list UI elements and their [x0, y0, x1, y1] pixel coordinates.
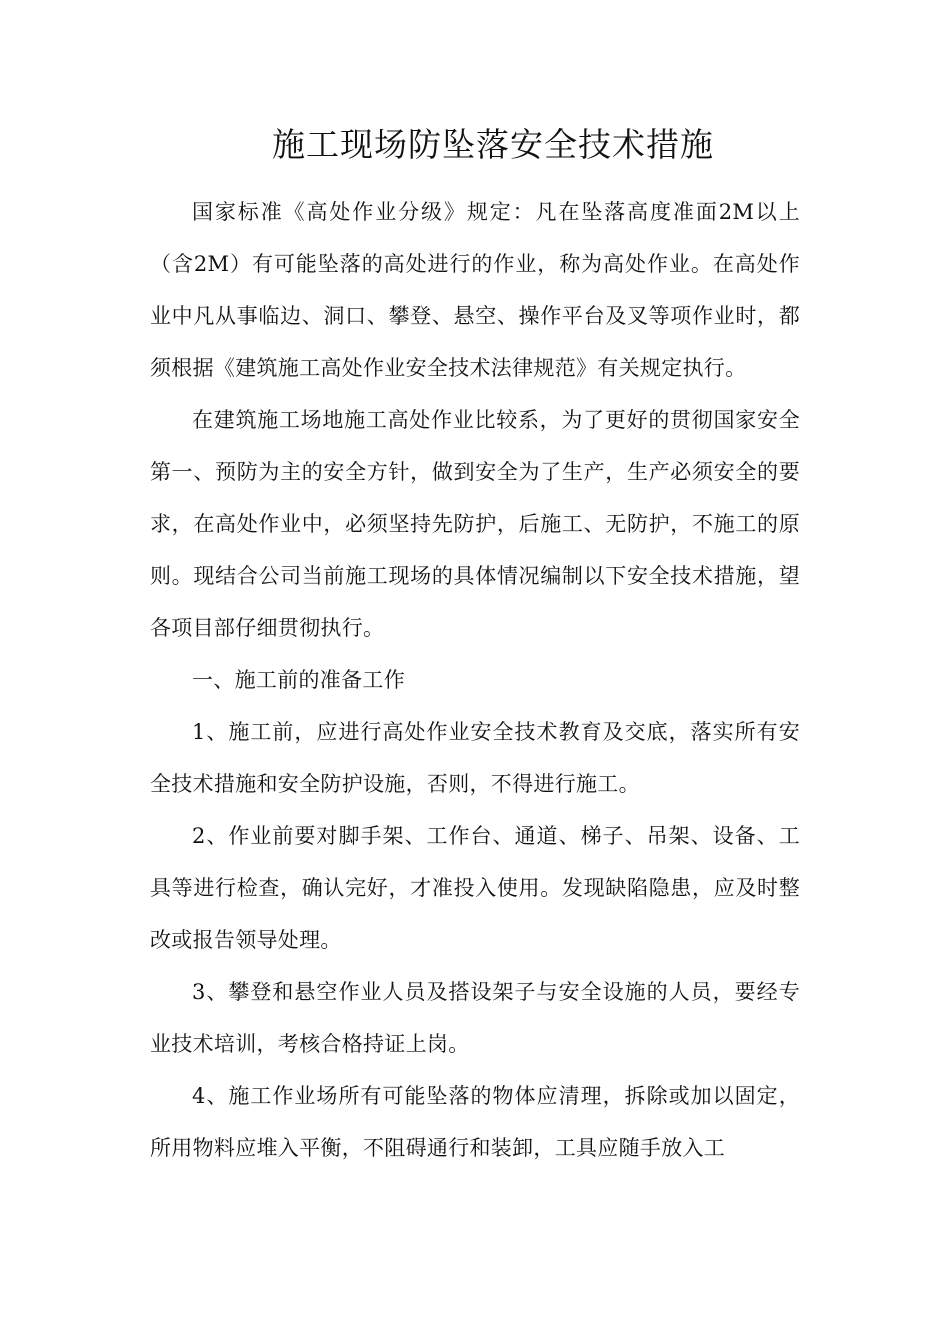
section-heading-preparation: 一、施工前的准备工作 — [192, 668, 405, 692]
list-item-3: 3、攀登和悬空作业人员及搭设架子与安全设施的人员，要经专业技术培训，考核合格持证上岗。 — [150, 980, 800, 1056]
document-body — [150, 186, 800, 1174]
document-title: 施工现场防坠落安全技术措施 — [272, 125, 714, 164]
paragraph-intro: 国家标准《高处作业分级》规定：凡在坠落高度准面2M以上（含2M）有可能坠落的高处进行的作业，称为高处作业。在高处作业中凡从事临边、洞口、攀登、悬空、操作平台及叉等项作业时，都须根据《建筑施工高处作业安全技术法律规范》有关规定执行。 — [150, 200, 800, 380]
list-item-4: 4、施工作业场所有可能坠落的物体应清理，拆除或加以固定，所用物料应堆入平衡，不阻碍通行和装卸，工具应随手放入工 — [150, 1084, 800, 1160]
paragraph-principle: 在建筑施工场地施工高处作业比较系，为了更好的贯彻国家安全第一、预防为主的安全方针，做到安全为了生产，生产必须安全的要求，在高处作业中，必须坚持先防护，后施工、无防护，不施工的原则。现结合公司当前施工现场的具体情况编制以下安全技术措施，望各项目部仔细贯彻执行。 — [150, 408, 800, 640]
list-item-2: 2、作业前要对脚手架、工作台、通道、梯子、吊架、设备、工具等进行检查，确认完好，才准投入使用。发现缺陷隐患，应及时整改或报告领导处理。 — [150, 824, 800, 952]
list-item-1: 1、施工前，应进行高处作业安全技术教育及交底，落实所有安全技术措施和安全防护设施，否则，不得进行施工。 — [150, 720, 800, 796]
